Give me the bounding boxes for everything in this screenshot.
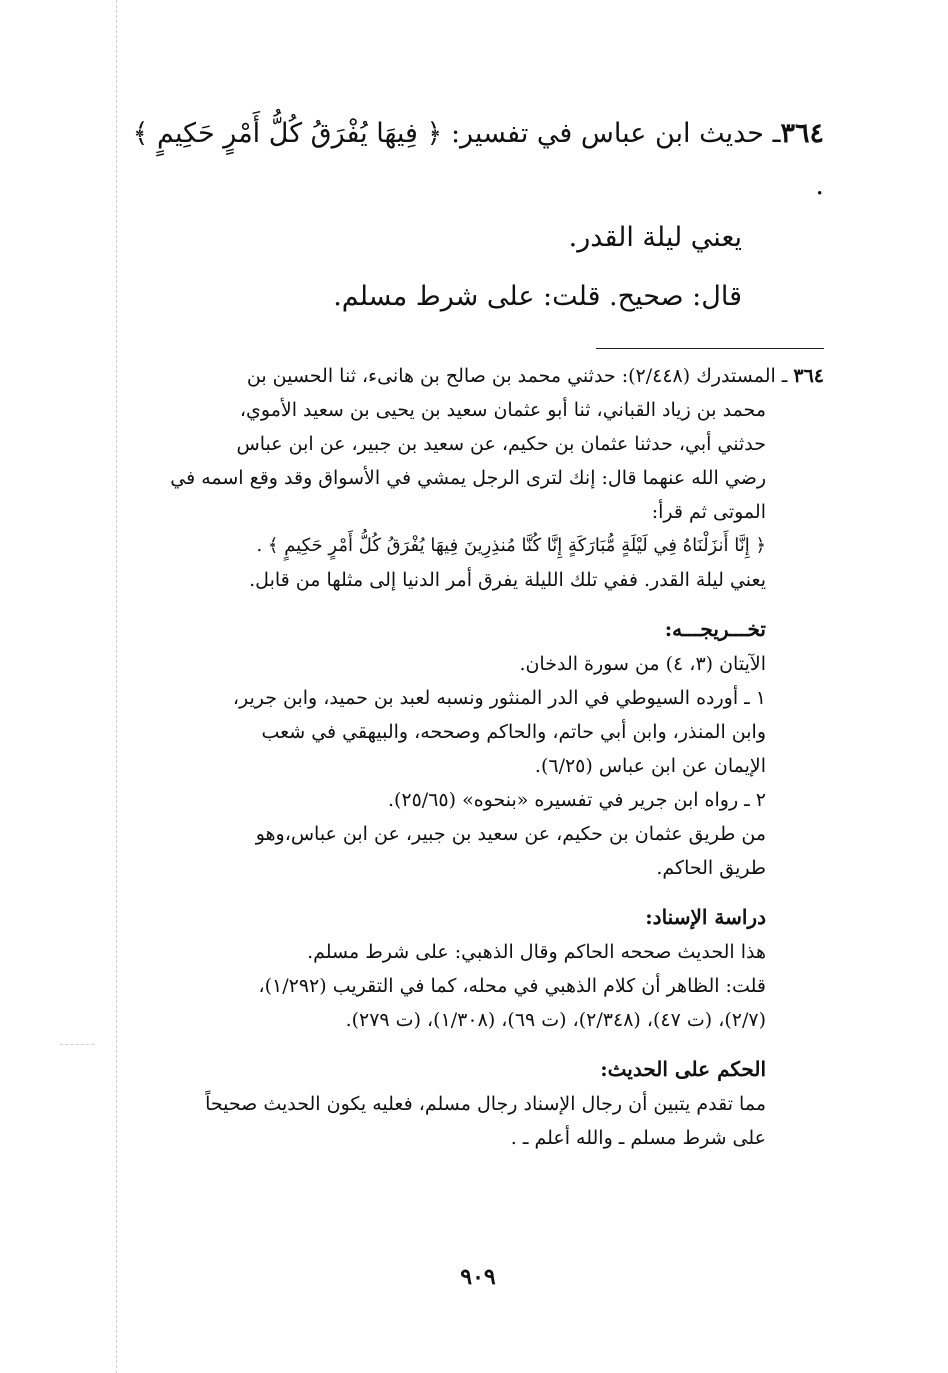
footnote-source-line: ٣٦٤ـ المستدرك (٢/٤٤٨): حدثني محمد بن صالح بن هانىء، ثنا الحسين بن: [246, 365, 824, 387]
ruling-line: على شرط مسلم ـ والله أعلم ـ .: [510, 1127, 766, 1149]
footnote-after-verse: يعني ليلة القدر. ففي تلك الليلة يفرق أمر الدنيا إلى مثلها من قابل.: [249, 569, 766, 591]
takhrij-intro: الآيتان (٣، ٤) من سورة الدخان.: [519, 653, 766, 675]
takhrij-heading: تخـــريجـــه:: [664, 617, 766, 641]
ruling-heading: الحكم على الحديث:: [600, 1057, 766, 1081]
footnote-number: ٣٦٤: [793, 365, 824, 387]
footnote-source-line: محمد بن زياد القباني، ثنا أبو عثمان سعيد بن يحيى بن سعيد الأموي،: [239, 399, 766, 421]
isnad-line: (٢/٧)، (ت ٤٧)، (٢/٣٤٨)، (ت ٦٩)، (١/٣٠٨)، (ت ٢٧٩).: [345, 1009, 766, 1031]
takhrij-item-line: ١ ـ أورده السيوطي في الدر المنثور ونسبه لعبد بن حميد، وابن جرير،: [232, 687, 766, 709]
page-number: ٩٠٩: [460, 1264, 496, 1290]
takhrij-item-line: من طريق عثمان بن حكيم، عن سعيد بن جبير، عن ابن عباس،وهو: [255, 823, 766, 845]
isnad-heading: دراسة الإسناد:: [645, 905, 766, 929]
margin-mark: [60, 1044, 94, 1045]
takhrij-item-line: وابن المنذر، وابن أبي حاتم، والحاكم وصححه، والبيهقي في شعب: [261, 721, 766, 743]
page-edge-line: [116, 0, 117, 1373]
hadith-title: ـ حديث ابن عباس في تفسير: ﴿ فِيهَا يُفْرَقُ كُلُّ أَمْرٍ حَكِيمٍ ﴾ .: [132, 118, 824, 201]
footnote-source-line: حدثني أبي، حدثنا عثمان بن حكيم، عن سعيد بن جبير، عن ابن عباس: [236, 433, 766, 455]
page-body: [132, 108, 824, 1155]
takhrij-item-line: طريق الحاكم.: [656, 857, 766, 879]
isnad-line: هذا الحديث صححه الحاكم وقال الذهبي: على شرط مسلم.: [307, 941, 766, 963]
takhrij-item-line: الإيمان عن ابن عباس (٦/٢٥).: [534, 755, 766, 777]
footnote-section: [132, 359, 824, 1155]
hadith-number: ٣٦٤: [780, 118, 824, 149]
footnote-separator: [596, 348, 824, 349]
quran-verse: ﴿ إِنَّا أَنزَلْنَاهُ فِي لَيْلَةٍ مُّبَارَكَةٍ إِنَّا كُنَّا مُنذِرِينَ فِيهَا يُفْرَقُ كُلُّ أَمْرٍ حَكِيمٍ ﴾ .: [256, 535, 766, 556]
ruling-line: مما تقدم يتبين أن رجال الإسناد رجال مسلم، فعليه يكون الحديث صحيحاً: [205, 1093, 766, 1115]
hadith-heading: [132, 108, 824, 212]
footnote-source-line: الموتى ثم قرأ:: [651, 501, 766, 523]
hadith-verdict: قال: صحيح. قلت: على شرط مسلم.: [333, 281, 742, 312]
footnote-source-line: رضي الله عنهما قال: إنك لترى الرجل يمشي في الأسواق وقد وقع اسمه في: [170, 467, 766, 489]
isnad-line: قلت: الظاهر أن كلام الذهبي في محله، كما في التقريب (١/٢٩٢)،: [258, 975, 766, 997]
hadith-explanation: يعني ليلة القدر.: [568, 222, 742, 253]
takhrij-item-line: ٢ ـ رواه ابن جرير في تفسيره «بنحوه» (٢٥/٦٥).: [387, 789, 766, 811]
